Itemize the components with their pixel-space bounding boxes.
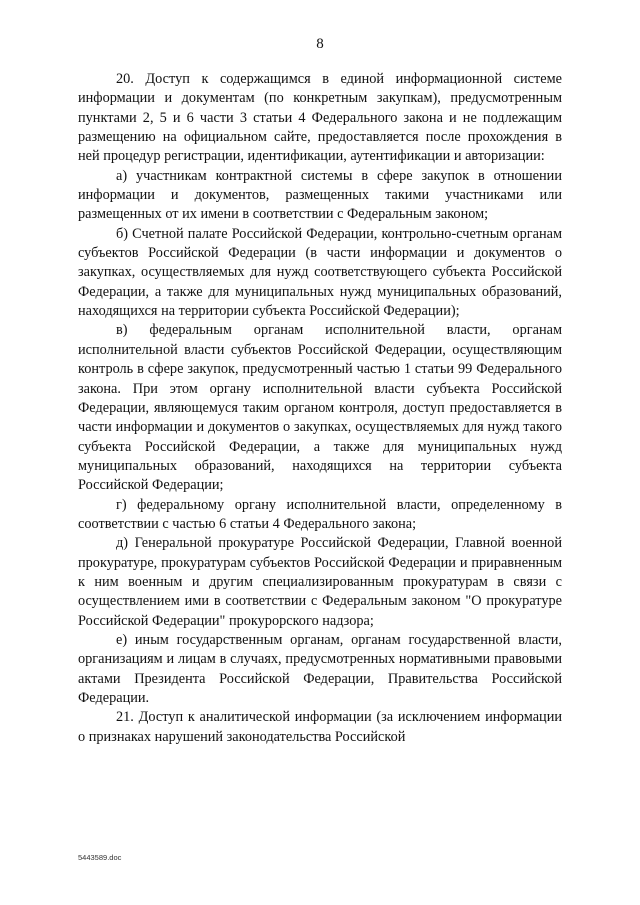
subparagraph-a: а) участникам контрактной системы в сфере закупок в отношении информации и документов, размещенных такими участниками или размещенных от их имени в соответствии с Федеральным законом; — [78, 167, 562, 223]
subparagraph-b: б) Счетной палате Российской Федерации, контрольно-счетным органам субъектов Российской Федерации (в части информации и документов о закупках, осуществляемых для нужд соответствующего субъекта Российской Федерации, а также для муниципальных нужд муниципальных образований, находящихся на территории субъекта Российской Федерации); — [78, 225, 562, 320]
paragraph-20: 20. Доступ к содержащимся в единой информационной системе информации и документам (по конкретным закупкам), предусмотренным пунктами 2, 5 и 6 части 3 статьи 4 Федерального закона и не подлежащим размещению на официальном сайте, предоставляется после прохождения в ней процедур регистрации, идентификации, аутентификации и авторизации: — [78, 71, 562, 165]
footer-file-code: 5443589.doc — [78, 853, 122, 862]
paragraph-21: 21. Доступ к аналитической информации (за исключением информации о признаках нарушений законодательства Российской — [78, 709, 562, 745]
subparagraph-v: в) федеральным органам исполнительной власти, органам исполнительной власти субъектов Российской Федерации, осуществляющим контроль в сфере закупок, предусмотренный частью 1 статьи 99 Федерального закона. При этом органу исполнительной власти субъекта Российской Федерации, являющемуся таким органом контроля, доступ предоставляется в части информации и документов о закупках, осуществляемых для нужд такого субъекта Российской Федерации, а также для муниципальных нужд муниципальных образований, находящихся на территории субъекта Российской Федерации; — [78, 322, 562, 494]
page-number: 8 — [316, 36, 324, 52]
document-body — [78, 70, 562, 747]
subparagraph-d: д) Генеральной прокуратуре Российской Федерации, Главной военной прокуратуре, прокуратурам субъектов Российской Федерации и приравненным к ним военным и другим специализированным прокуратурам в связи с осуществлением ими в соответствии с Федеральным законом "О прокуратуре Российской Федерации" прокурорского надзора; — [78, 535, 562, 629]
subparagraph-g: г) федеральному органу исполнительной власти, определенному в соответствии с частью 6 статьи 4 Федерального закона; — [78, 496, 562, 532]
subparagraph-e: е) иным государственным органам, органам государственной власти, организациям и лицам в случаях, предусмотренных нормативными правовыми актами Президента Российской Федерации, Правительства Российской Федерации. — [78, 631, 562, 706]
